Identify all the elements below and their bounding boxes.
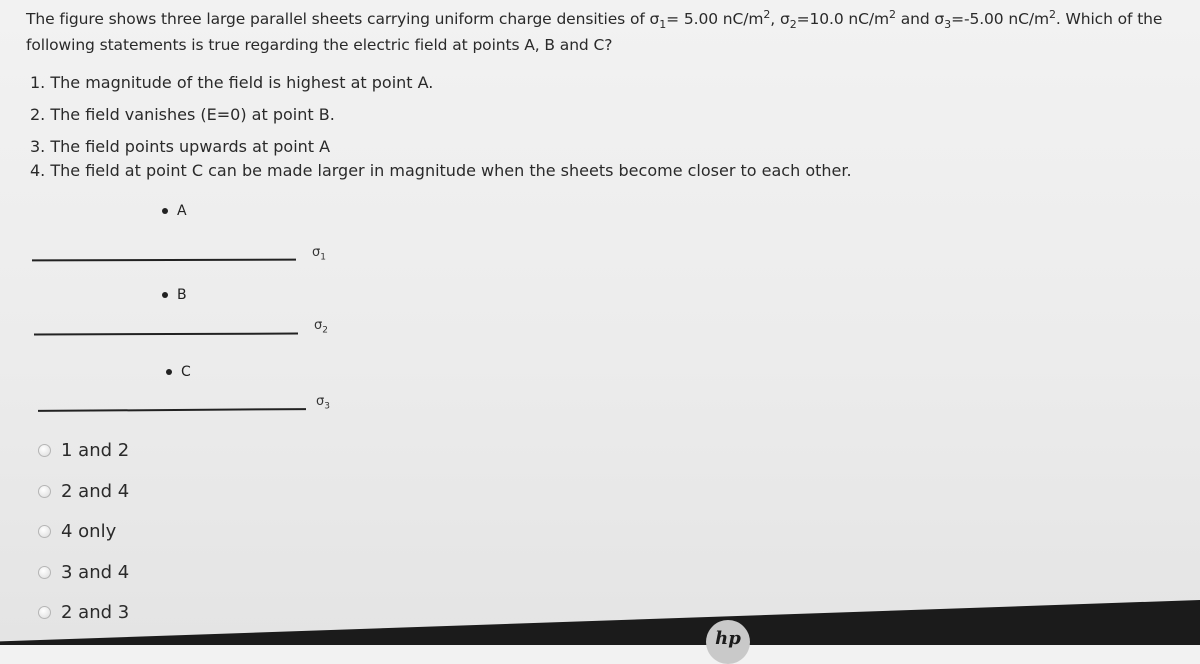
- radio-icon[interactable]: [38, 444, 51, 457]
- point-a-dot: [162, 208, 168, 214]
- point-a: A: [162, 203, 187, 219]
- option-3-and-4[interactable]: [38, 562, 129, 583]
- statement-3: 3. The field points upwards at point A: [30, 137, 331, 156]
- radio-icon[interactable]: [38, 525, 51, 538]
- sheet-1-label: $\sigma_1$: [312, 245, 326, 263]
- option-4-only[interactable]: [38, 521, 116, 542]
- question-text: [26, 4, 1196, 56]
- sheet-3-label: $\sigma_3$: [316, 394, 330, 412]
- option-label: 2 and 3: [61, 602, 130, 623]
- option-label: 4 only: [61, 521, 117, 542]
- option-2-and-3[interactable]: [38, 602, 129, 623]
- radio-icon[interactable]: [38, 566, 51, 579]
- point-c-dot: [166, 369, 172, 375]
- option-1-and-2[interactable]: [38, 440, 129, 461]
- question-line2: following statements is true regarding the electric field at points A, B and C?: [26, 36, 613, 55]
- sheet-1-line: [32, 259, 296, 262]
- statement-1: 1. The magnitude of the field is highest at point A.: [30, 73, 434, 92]
- statement-2: 2. The field vanishes (E=0) at point B.: [30, 105, 335, 124]
- question-line1: The figure shows three large parallel sheets carrying uniform charge densities of $\sigma_1= 5.00$ $nC/m^2$, $\sigma_2=10.0$ $nC/m^2$ and $\sigma_3=-5.00$ $nC/m^2$. Which of the: [26, 8, 1163, 32]
- hp-logo: hp: [706, 620, 750, 664]
- radio-icon[interactable]: [38, 606, 51, 619]
- sheet-2-label: $\sigma_2$: [314, 318, 328, 336]
- point-b-dot: [162, 292, 168, 298]
- point-b: B: [162, 287, 187, 303]
- statement-4: 4. The field at point C can be made larger in magnitude when the sheets become closer to each other.: [30, 161, 852, 180]
- option-label: 1 and 2: [61, 440, 130, 461]
- radio-icon[interactable]: [38, 485, 51, 498]
- point-c: C: [166, 364, 191, 380]
- option-label: 3 and 4: [61, 562, 130, 583]
- monitor-bezel: [0, 600, 1200, 645]
- sheet-3-line: [38, 408, 306, 412]
- sheet-2-line: [34, 333, 298, 336]
- option-2-and-4[interactable]: [38, 481, 129, 502]
- option-label: 2 and 4: [61, 481, 130, 502]
